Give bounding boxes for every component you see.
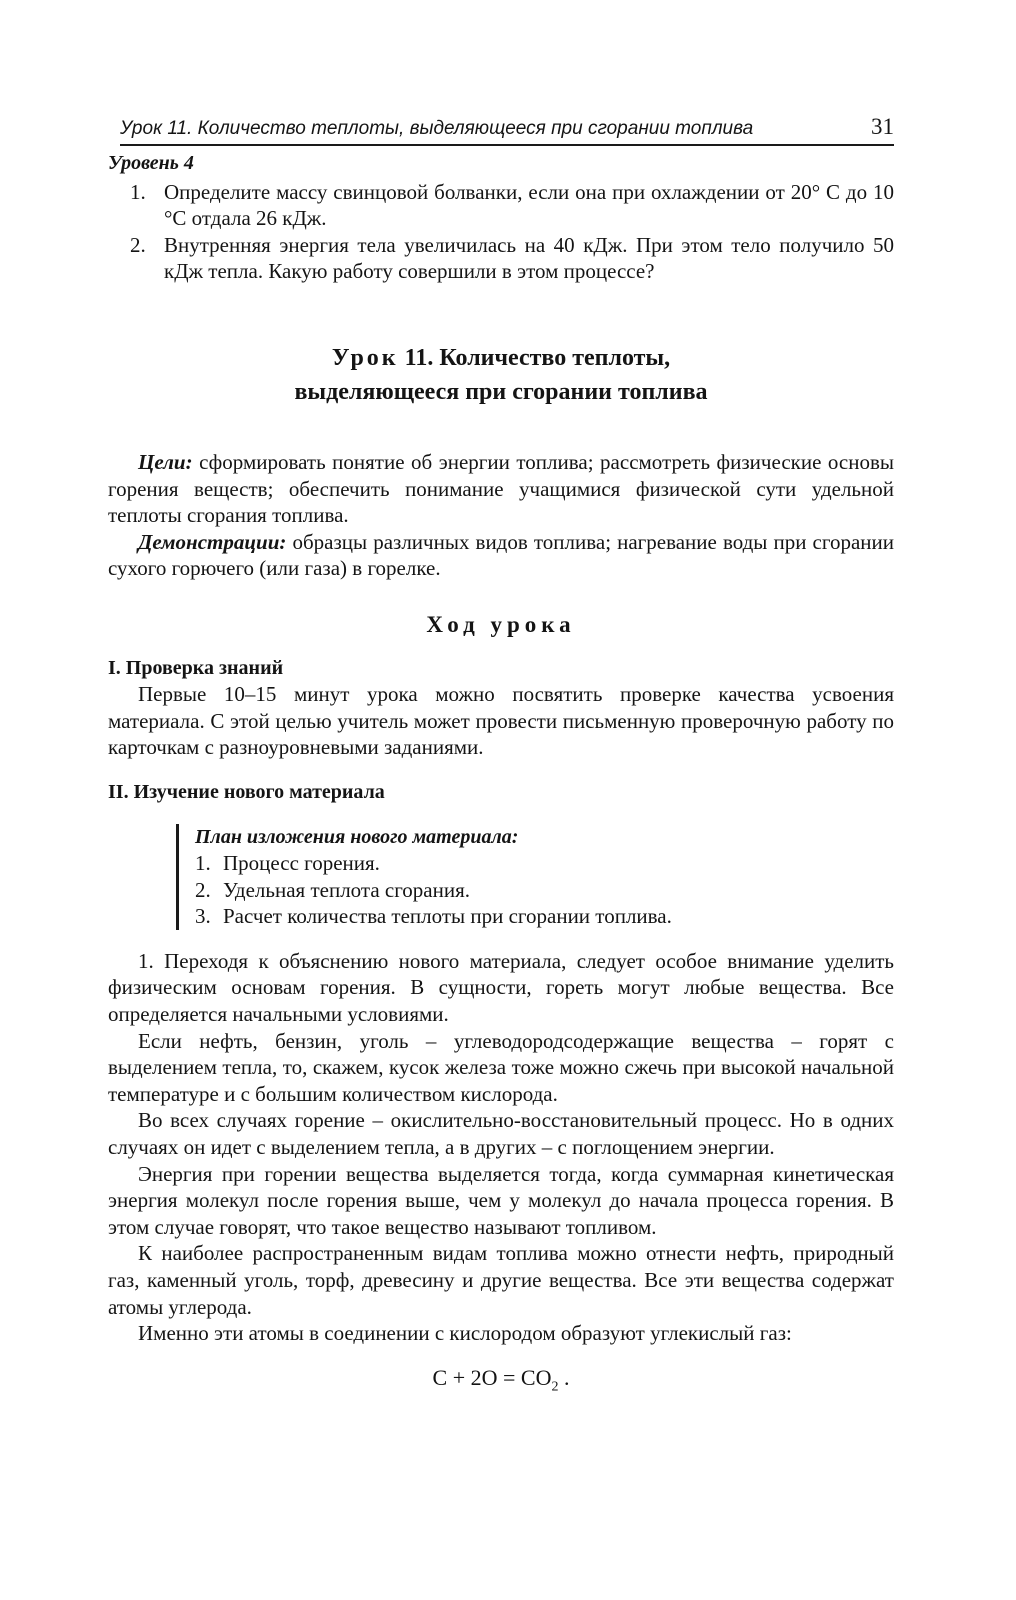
list-item [195,903,894,930]
section-heading: I. Проверка знаний [108,656,284,679]
plan-item-text: Удельная теплота сгорания. [223,877,471,902]
demo-paragraph [108,529,894,582]
level-heading: Уровень 4 [108,152,194,174]
goals-paragraph [108,449,894,529]
goals-label: Цели: [138,449,193,474]
plan-item-text: Процесс горения. [223,851,380,876]
list-item [108,179,894,232]
plan-item-number: 3. [195,904,211,929]
list-item [195,850,894,877]
goals-text: сформировать понятие об энергии топлива; рассмотреть физические основы горения веществ; обеспечить понимание учащимися физической сути удельной теплоты сгорания топлива. [108,449,895,528]
task-text: Определите массу свинцовой болванки, если она при охлаждении от 20° С до 10 °С отдала 26 кДж. [164,179,894,231]
task-number: 2. [130,232,146,257]
section1-paragraph: Первые 10–15 минут урока можно посвятить проверке качества усвоения материала. С этой целью учитель может провести письменную проверочную работу по карточкам с разноуровневыми заданиями. [108,682,894,760]
plan-item-number: 2. [195,877,211,902]
chemical-formula [108,1365,894,1401]
list-item [195,877,894,904]
demo-label: Демонстрации: [138,529,287,554]
task-text: Внутренняя энергия тела увеличилась на 40 кДж. При этом тело получило 50 кДж тепла. Какую работу совершили в этом процессе? [164,232,894,284]
formula-main: C + 2O = CO [432,1364,552,1390]
level4-task-list [108,179,894,285]
lesson-title-prefix: Урок [331,344,399,371]
lesson-title-main: 11. Количество теплоты, [404,344,671,371]
plan-box [176,824,894,930]
body-paragraph: Энергия при горении вещества выделяется тогда, когда суммарная кинетическая энергия молекул после горения выше, чем у молекул до начала процесса горения. В этом случае говорят, что такое вещество называют топливом. [108,1161,894,1239]
page-content [108,150,894,1401]
plan-list [195,850,894,930]
lesson-title [108,341,894,409]
running-header [120,112,894,146]
formula-tail: . [558,1364,570,1390]
task-number: 1. [130,179,146,204]
course-title: Ход урока [426,611,576,637]
plan-item-text: Расчет количества теплоты при сгорании топлива. [223,904,672,929]
body-paragraph: 1. Переходя к объяснению нового материала, следует особое внимание уделить физическим основам горения. В сущности, гореть могут любые вещества. Все определяется начальными условиями. [108,948,894,1027]
lesson-title-line2: выделяющееся при сгорании топлива [294,378,708,405]
demo-text: образцы различных видов топлива; нагревание воды при сгорании сухого горючего (или газа) в горелке. [108,529,895,581]
plan-title: План изложения нового материала: [195,825,519,848]
section-heading: II. Изучение нового материала [108,780,385,803]
body-paragraph: Именно эти атомы в соединении с кислородом образуют углекислый газ: [138,1321,792,1346]
body-paragraph: Во всех случаях горение – окислительно-восстановительный процесс. Но в одних случаях он идет с выделением тепла, а в других – с поглощением энергии. [108,1108,894,1160]
page-number: 31 [871,114,894,139]
plan-item-number: 1. [195,851,211,876]
list-item [108,232,894,285]
running-title: Урок 11. Количество теплоты, выделяющееся при сгорании топлива [120,118,754,139]
body-paragraph: К наиболее распространенным видам топлива можно отнести нефть, природный газ, каменный уголь, торф, древесину и другие вещества. Все эти вещества содержат атомы углерода. [108,1241,894,1319]
formula-subscript: 2 [551,1379,559,1395]
body-paragraph: Если нефть, бензин, уголь – углеводородсодержащие вещества – горят с выделением тепла, то, скажем, кусок железа тоже можно сжечь при высокой начальной температуре и с большим количеством кислорода. [108,1028,894,1106]
